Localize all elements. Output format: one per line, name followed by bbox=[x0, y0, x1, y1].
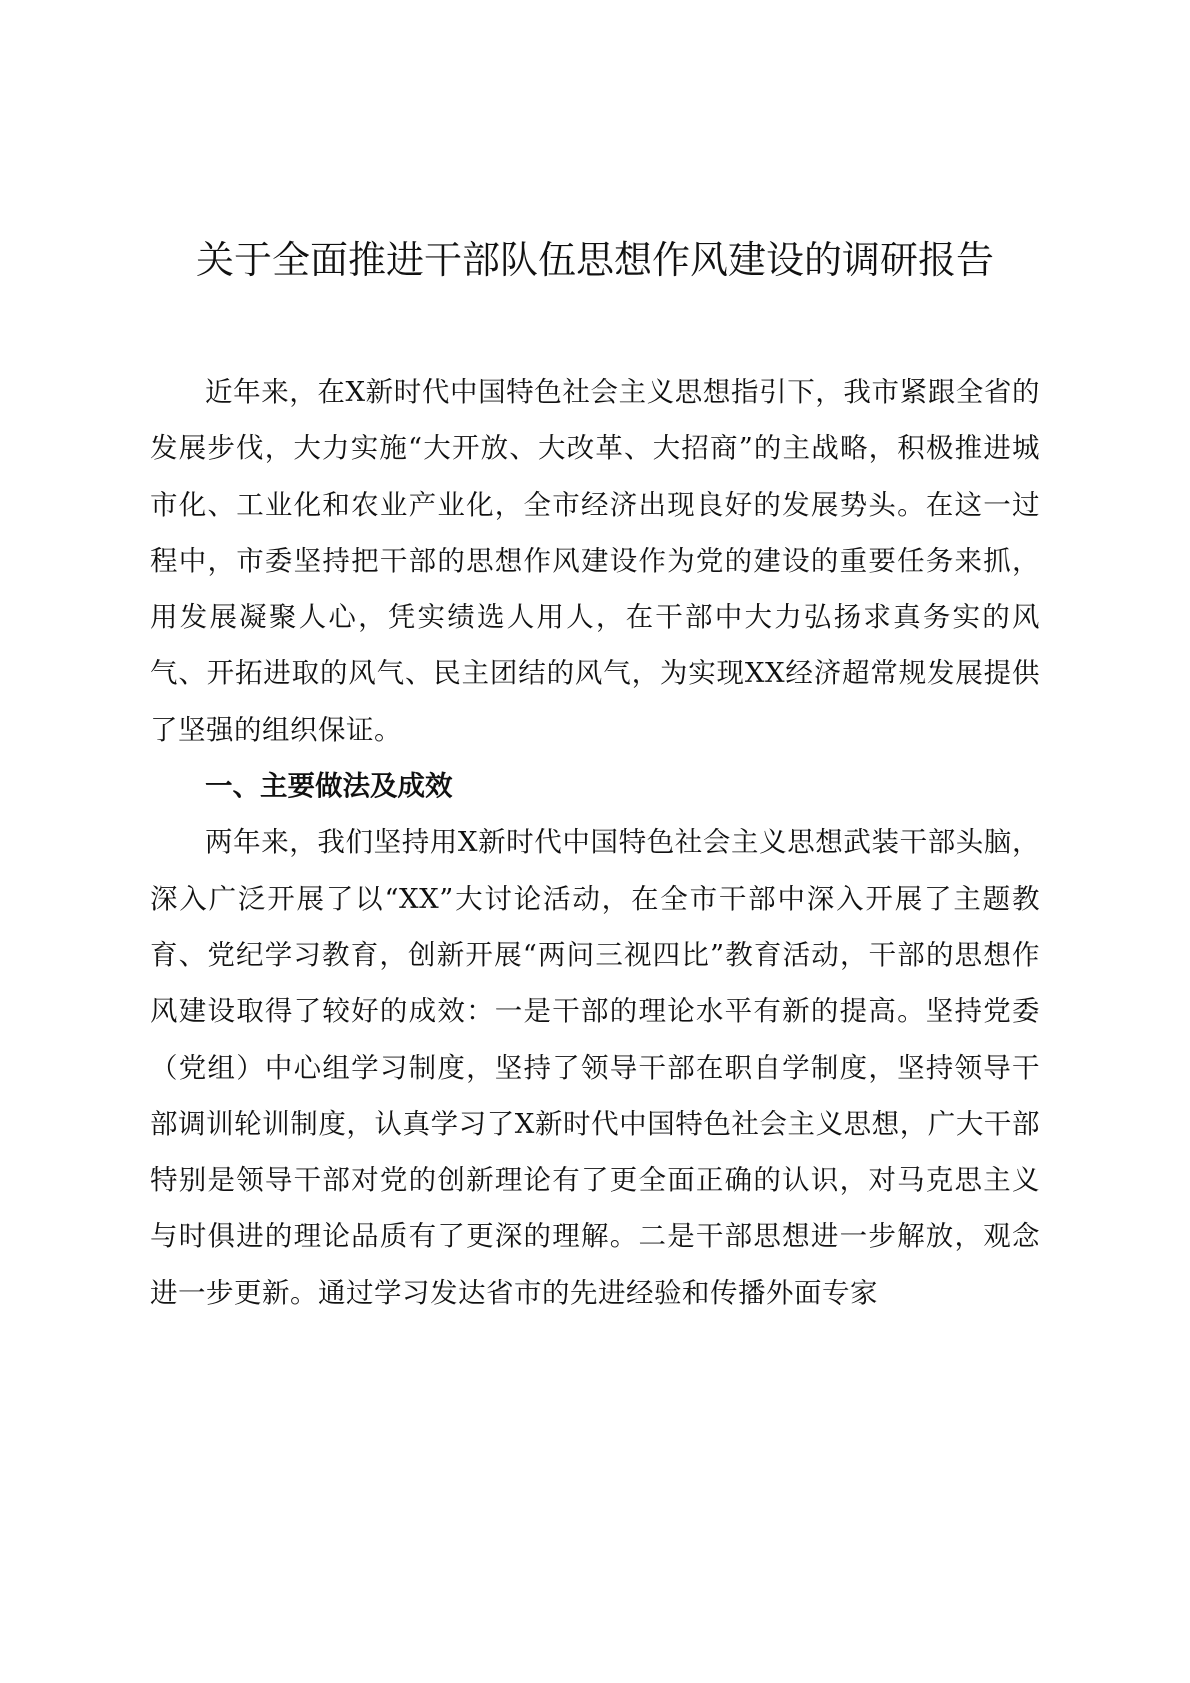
document-title: 关于全面推进干部队伍思想作风建设的调研报告 bbox=[195, 238, 994, 282]
section-paragraph: 两年来，我们坚持用X新时代中国特色社会主义思想武装干部头脑，深入广泛开展了以“XX”大讨论活动，在全市干部中深入开展了主题教育、党纪学习教育，创新开展“两问三视四比”教育活动，干部的思想作风建设取得了较好的成效：一是干部的理论水平有新的提高。坚持党委（党组）中心组学习制度，坚持了领导干部在职自学制度，坚持领导干部调训轮训制度，认真学习了X新时代中国特色社会主义思想，广大干部特别是领导干部对党的创新理论有了更全面正确的认识，对马克思主义与时俱进的理论品质有了更深的理解。二是干部思想进一步解放，观念进一步更新。通过学习发达省市的先进经验和传播外面专家 bbox=[150, 826, 1040, 1309]
document-body bbox=[150, 364, 1040, 1321]
section-heading: 一、主要做法及成效 bbox=[205, 770, 453, 803]
intro-paragraph: 近年来，在X新时代中国特色社会主义思想指引下，我市紧跟全省的发展步伐，大力实施“大开放、大改革、大招商”的主战略，积极推进城市化、工业化和农业产业化，全市经济出现良好的发展势头。在这一过程中，市委坚持把干部的思想作风建设作为党的建设的重要任务来抓，用发展凝聚人心，凭实绩选人用人，在干部中大力弘扬求真务实的风气、开拓进取的风气、民主团结的风气，为实现XX经济超常规发展提供了坚强的组织保证。 bbox=[150, 376, 1040, 746]
